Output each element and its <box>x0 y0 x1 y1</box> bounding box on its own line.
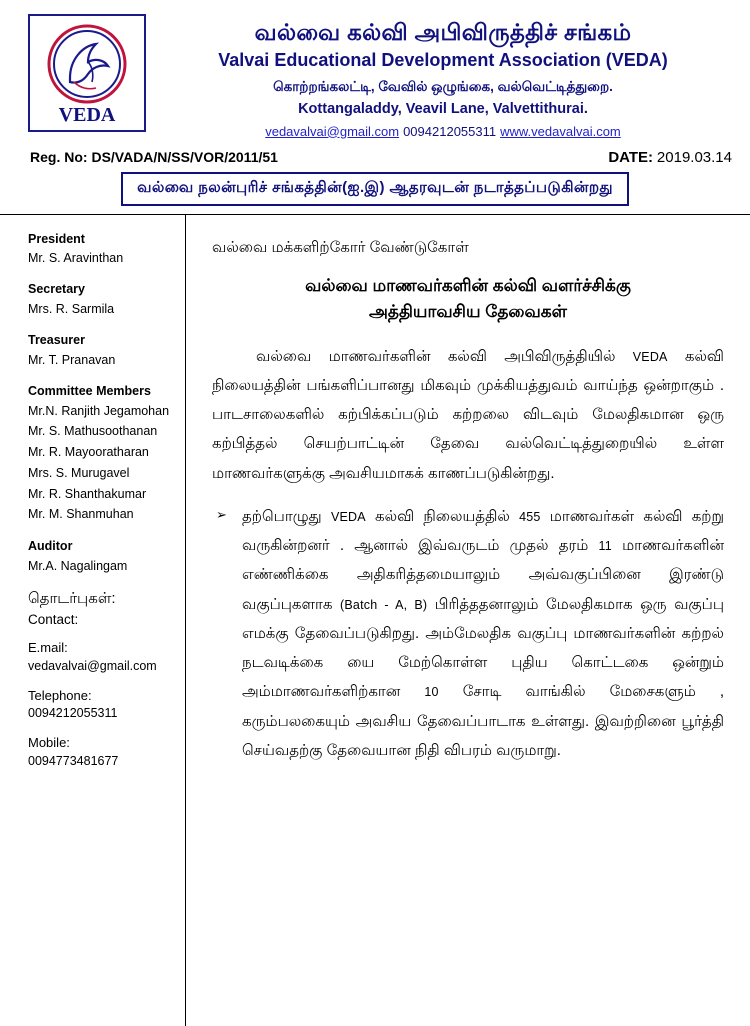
officer-name-auditor: Mr.A. Nagalingam <box>28 559 128 574</box>
header-text-block <box>146 14 734 139</box>
mobile-value: 0094773481677 <box>28 753 119 768</box>
bullet-seg-5: பிரித்ததனாலும் மேலதிகமாக ஒரு வகுப்பு எமக்கு தேவைப்படுகிறது. அம்மேலதிக வகுப்பு மாணவர்களின் கற்றல் நடவடிக்கை யை மேற்கொள்ள புதிய கொட்டகை ஒன்றும் அம்மாணவர்களிற்கான <box>242 595 724 701</box>
letter-content <box>186 215 750 1026</box>
sponsor-banner: வல்வை நலன்புரிச் சங்கத்தின்(ஐ.இ) ஆதரவுடன் நடாத்தப்படுகின்றது <box>121 172 629 206</box>
bullet-seg-4: மாணவர்களின் எண்ணிக்கை அதிகரித்தமையாலும் அவ்வகுப்பினை இரண்டு வகுப்புகளாக <box>242 537 725 613</box>
committee-member: Mr. S. Mathusoothanan <box>28 424 158 439</box>
sidebar-group-president <box>28 231 175 268</box>
desk-count-10: 10 <box>424 685 439 700</box>
paragraph-one-segment-2: கல்வி நிலையத்தின் பங்களிப்பானது மிகவும் முக்கியத்துவம் வாய்ந்த ஒன்றாகும் . பாடசாலைகளில் கற்பிக்கப்படும் கற்றலை விடவும் மேலதிகமான ஒரு கற்பித்தல் செயற்பாட்டின் தேவை வல்வெட்டித்துறையில் உள்ள மாணவர்களுக்கு அவசியமாகக் காணப்படுகின்றது. <box>212 347 725 482</box>
role-label-treasurer: Treasurer <box>28 333 85 348</box>
veda-mention: VEDA <box>632 349 668 364</box>
paragraph-one-segment-1: வல்வை மாணவர்களின் கல்வி அபிவிருத்தியில் <box>256 347 616 365</box>
contact-heading-tamil: தொடர்புகள்: <box>28 589 116 607</box>
document-date <box>608 149 732 166</box>
bullet-item-one-text <box>242 502 724 765</box>
logo-graphic <box>30 16 144 130</box>
bullet-arrow-icon: ➢ <box>216 506 227 522</box>
sidebar-email-field <box>28 639 175 674</box>
sidebar-mobile-field <box>28 734 175 769</box>
committee-member: Mr. M. Shanmuhan <box>28 507 134 522</box>
officers-sidebar <box>0 215 186 1026</box>
officer-name-treasurer: Mr. T. Pranavan <box>28 352 116 367</box>
committee-member: Mr. R. Shanthakumar <box>28 486 147 501</box>
batch-label: (Batch - A, B) <box>340 597 428 612</box>
org-name-english: Valvai Educational Development Association (VEDA) <box>218 49 668 70</box>
letterhead-header <box>0 0 750 139</box>
sidebar-group-auditor <box>28 538 175 575</box>
committee-member: Mrs. S. Murugavel <box>28 465 130 480</box>
bullet-seg-6: சோடி வாங்கில் மேசைகளும் , கரும்பலகையும் அவசிய தேவைப்பாடாக உள்ளது. இவற்றினை பூர்த்தி செய்வதற்கு தேவையான நிதி விபரம் வருமாறு. <box>242 683 725 759</box>
bullet-veda-mention: VEDA <box>330 509 366 524</box>
org-name-tamil: வல்வை கல்வி அபிவிருத்திச் சங்கம் <box>254 19 632 45</box>
website-link[interactable]: www.vedavalvai.com <box>500 123 621 139</box>
role-label-auditor: Auditor <box>28 539 73 554</box>
committee-member: Mr. R. Mayooratharan <box>28 445 149 460</box>
salutation: வல்வை மக்களிற்கோர் வேண்டுகோள் <box>212 238 469 256</box>
officer-name-secretary: Mrs. R. Sarmila <box>28 302 115 317</box>
role-label-president: President <box>28 231 85 246</box>
banner-row <box>0 166 750 214</box>
telephone-value: 0094212055311 <box>28 706 118 721</box>
veda-logo <box>28 14 146 132</box>
address-english: Kottangaladdy, Veavil Lane, Valvettithurai. <box>298 100 588 117</box>
phone-number: 0094212055311 <box>403 123 497 139</box>
registration-date-row <box>0 139 750 166</box>
sidebar-group-treasurer <box>28 332 175 369</box>
sidebar-telephone-field <box>28 687 175 722</box>
bullet-item-one <box>212 502 724 765</box>
document-body <box>0 214 750 1026</box>
address-tamil: கொற்றங்கலட்டி, வேவில் ஒழுங்கை, வல்வெட்டித்துறை. <box>273 79 613 95</box>
heading-line-1: வல்வை மாணவர்களின் கல்வி வளர்ச்சிக்கு <box>305 276 631 296</box>
registration-value: DS/VADA/N/SS/VOR/2011/51 <box>91 148 278 165</box>
bullet-seg-1: தற்பொழுது <box>242 507 322 525</box>
email-value[interactable]: vedavalvai@gmail.com <box>28 658 157 673</box>
paragraph-one <box>212 342 724 488</box>
heading-line-2: அத்தியாவசிய தேவைகள் <box>369 302 567 322</box>
mobile-label: Mobile: <box>28 735 70 751</box>
bullet-seg-2: கல்வி நிலையத்தில் <box>375 507 510 525</box>
officer-name-president: Mr. S. Aravinthan <box>28 251 124 266</box>
role-label-secretary: Secretary <box>28 282 85 297</box>
role-label-committee: Committee Members <box>28 383 151 398</box>
committee-member: Mr.N. Ranjith Jegamohan <box>28 403 170 418</box>
registration-label: Reg. No: <box>30 148 88 165</box>
date-value: 2019.03.14 <box>656 148 732 166</box>
student-count-455: 455 <box>519 509 541 524</box>
bullet-seg-3: மாணவர்கள் கல்வி கற்று வருகின்றனர் . ஆனால் இவ்வருடம் முதல் தரம் <box>242 507 725 555</box>
email-link[interactable]: vedavalvai@gmail.com <box>265 123 400 139</box>
contact-heading-english: Contact: <box>28 612 79 628</box>
email-label: E.mail: <box>28 640 68 656</box>
registration-number <box>30 149 278 165</box>
sidebar-group-secretary <box>28 281 175 318</box>
date-label: DATE: <box>608 148 654 166</box>
header-contact-line <box>152 124 734 139</box>
logo-wordmark: VEDA <box>58 104 116 126</box>
grade-11: 11 <box>598 539 612 554</box>
telephone-label: Telephone: <box>28 687 92 703</box>
sidebar-group-committee <box>28 383 175 524</box>
